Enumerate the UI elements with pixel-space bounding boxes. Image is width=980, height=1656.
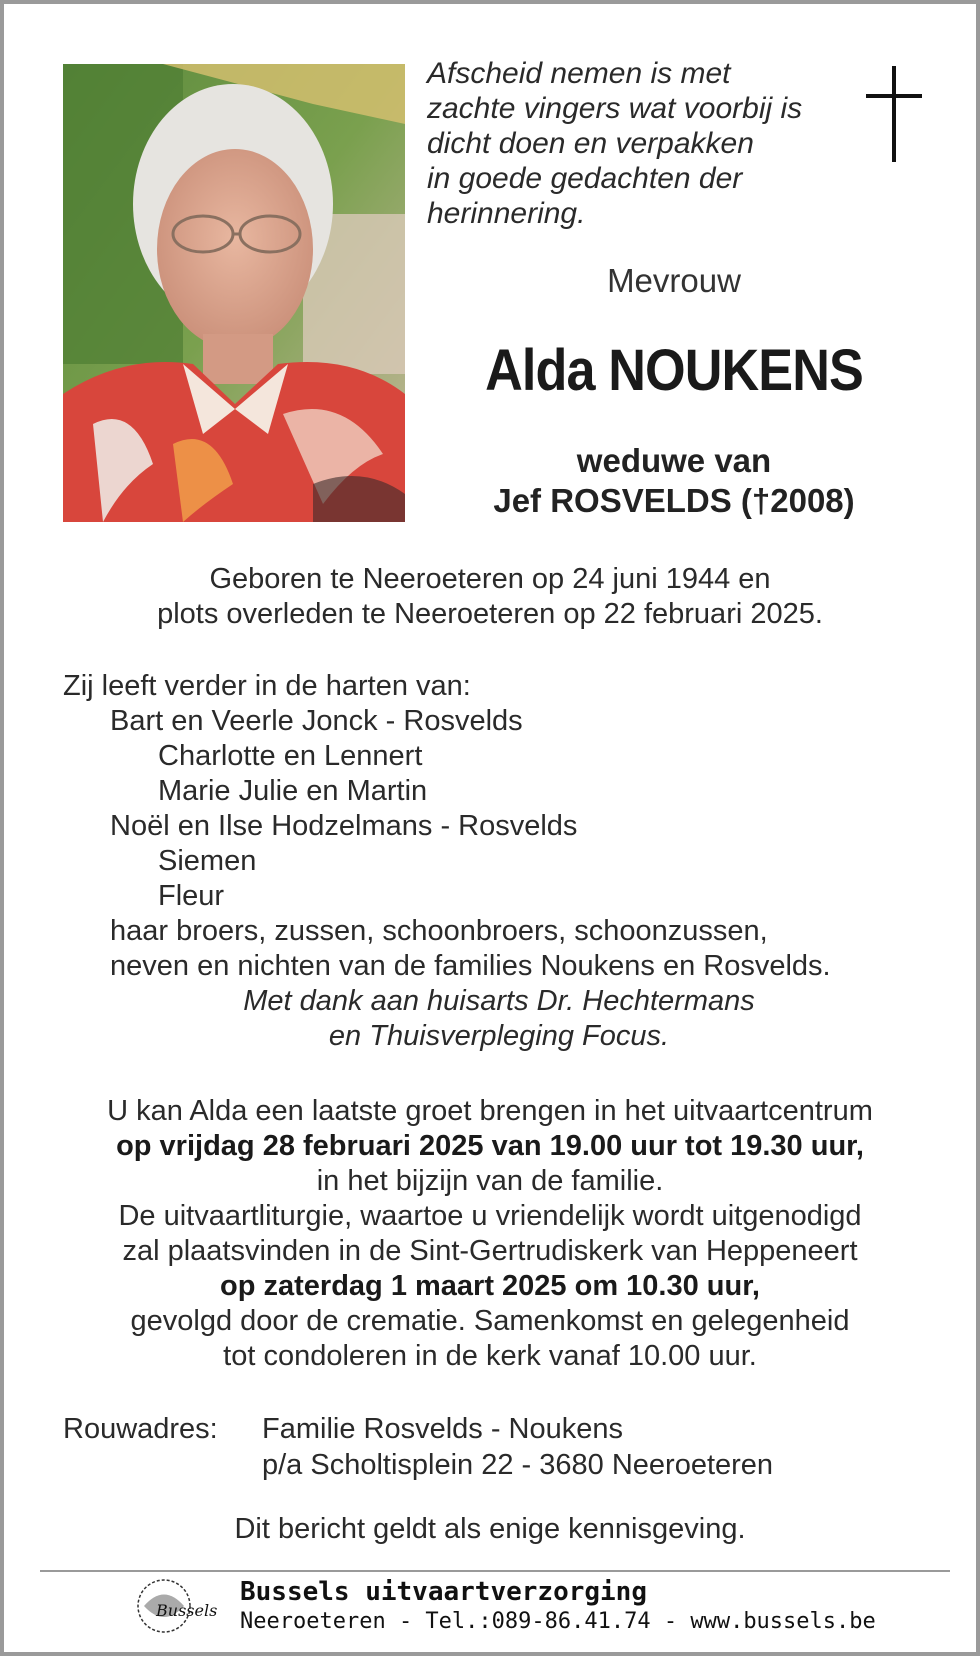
- grandchildren-entry: Fleur: [158, 880, 225, 912]
- grandchildren-entry: Charlotte en Lennert: [158, 740, 423, 772]
- funeral-line: gevolgd door de crematie. Samenkomst en gelegenheid: [130, 1305, 850, 1337]
- survivors-intro: Zij leeft verder in de harten van:: [63, 670, 471, 702]
- visitation-line: in het bijzijn van de familie.: [316, 1165, 664, 1197]
- funeral-line: zal plaatsvinden in de Sint-Gertrudiskerk van Heppeneert: [122, 1235, 858, 1267]
- funeral-datetime: op zaterdag 1 maart 2025 om 10.30 uur,: [220, 1270, 760, 1302]
- cross-icon: [866, 66, 922, 167]
- address-label: Rouwadres:: [63, 1413, 218, 1445]
- death-line: plots overleden te Neeroeteren op 22 februari 2025.: [157, 598, 823, 630]
- footer-divider: [40, 1570, 950, 1572]
- poem: [427, 56, 867, 231]
- poem-line: dicht doen en verpakken: [427, 127, 754, 160]
- grandchildren-entry: Siemen: [158, 845, 257, 877]
- address-line: Familie Rosvelds - Noukens: [262, 1413, 624, 1445]
- thanks-line: en Thuisverpleging Focus.: [328, 1020, 670, 1052]
- family-entry: Noël en Ilse Hodzelmans - Rosvelds: [110, 810, 578, 842]
- grandchildren-entry: Marie Julie en Martin: [158, 775, 428, 807]
- notice-text: Dit bericht geldt als enige kennisgeving.: [234, 1513, 746, 1545]
- bussels-logo: [134, 1578, 226, 1639]
- thanks-line: Met dank aan huisarts Dr. Hechtermans: [243, 985, 755, 1017]
- birth-death-info: [4, 562, 976, 632]
- visitation-datetime: op vrijdag 28 februari 2025 van 19.00 uur tot 19.30 uur,: [116, 1130, 864, 1162]
- extended-family: haar broers, zussen, schoonbroers, schoonzussen,: [110, 915, 768, 947]
- funeral-line: De uitvaartliturgie, waartoe u vriendelijk wordt uitgenodigd: [118, 1200, 862, 1232]
- portrait-photo: [63, 64, 405, 522]
- svg-text:Bussels: Bussels: [156, 1601, 218, 1620]
- poem-line: Afscheid nemen is met: [427, 57, 731, 90]
- poem-line: herinnering.: [427, 197, 586, 230]
- poem-line: in goede gedachten der: [427, 162, 743, 195]
- spouse-name: Jef ROSVELDS (†2008): [493, 482, 855, 519]
- address-line: p/a Scholtisplein 22 - 3680 Neeroeteren: [262, 1449, 774, 1481]
- title-prefix: Mevrouw: [607, 262, 741, 299]
- deceased-name: Alda NOUKENS: [485, 338, 863, 403]
- poem-line: zachte vingers wat voorbij is: [427, 92, 803, 125]
- ceremony-info: [4, 1094, 976, 1374]
- survivors-section: [4, 669, 976, 1054]
- funeral-line: tot condoleren in de kerk vanaf 10.00 uur.: [223, 1340, 757, 1372]
- company-name: Bussels uitvaartverzorging: [240, 1577, 647, 1607]
- family-entry: Bart en Veerle Jonck - Rosvelds: [110, 705, 523, 737]
- visitation-line: U kan Alda een laatste groet brengen in het uitvaartcentrum: [107, 1095, 873, 1127]
- widow-label: weduwe van: [576, 442, 772, 479]
- extended-family: neven en nichten van de families Noukens en Rosvelds.: [110, 950, 831, 982]
- company-contact: Neeroeteren - Tel.:089-86.41.74 - www.bussels.be: [240, 1609, 876, 1634]
- birth-line: Geboren te Neeroeteren op 24 juni 1944 en: [209, 563, 771, 595]
